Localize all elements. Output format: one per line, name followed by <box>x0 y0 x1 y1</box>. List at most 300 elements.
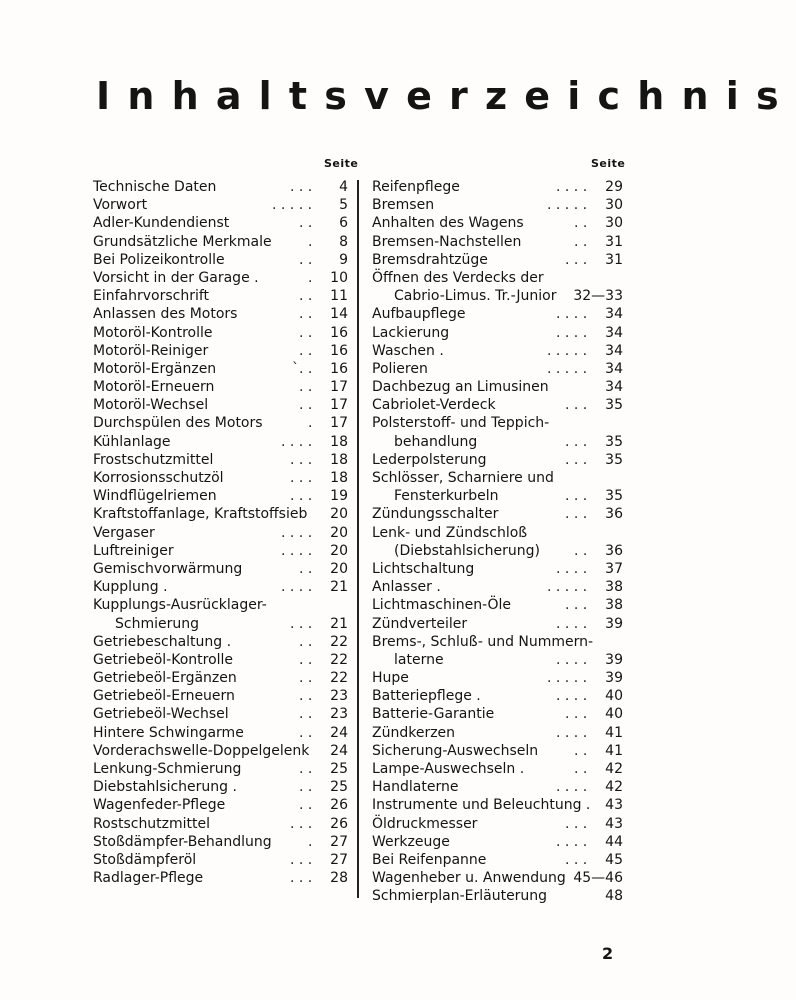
toc-entry-page: 35 <box>605 451 623 468</box>
toc-leader-dots: . . . <box>290 470 313 486</box>
toc-entry <box>93 596 348 614</box>
toc-entry <box>93 633 348 651</box>
toc-entry <box>372 269 623 287</box>
toc-entry <box>93 778 348 796</box>
toc-entry-page: 31 <box>605 251 623 268</box>
toc-entry <box>372 378 623 396</box>
seite-header-left: Seite <box>324 157 359 170</box>
toc-leader-dots: . . . . <box>556 615 588 632</box>
toc-entry <box>372 560 623 578</box>
toc-leader-dots: . . . . <box>556 724 588 741</box>
toc-entry-title: Getriebeöl-Kontrolle <box>93 651 234 668</box>
toc-entry <box>93 851 348 869</box>
toc-entry-title: Rostschutzmittel <box>93 815 211 832</box>
toc-entry-title: Vorderachswelle-Doppelgelenk <box>93 742 310 759</box>
toc-entry-page: 26 <box>330 797 348 814</box>
toc-entry <box>93 433 348 451</box>
toc-entry-title: Lackierung <box>372 324 450 341</box>
toc-entry <box>372 578 623 596</box>
toc-leader-dots: . . . <box>565 397 588 414</box>
toc-leader-dots: . . <box>299 633 313 650</box>
column-divider <box>357 180 359 898</box>
toc-entry-page: 26 <box>330 815 348 832</box>
toc-entry-page: 44 <box>605 833 623 850</box>
toc-entry-title: Technische Daten <box>93 179 217 195</box>
toc-leader-dots: . . . . <box>556 324 588 341</box>
toc-entry-page: 36 <box>605 506 623 523</box>
toc-entry-title: Batteriepflege . <box>372 688 481 705</box>
toc-leader-dots: . . . <box>290 851 313 868</box>
toc-entry <box>93 324 348 342</box>
toc-entry-title: Handlaterne <box>372 779 459 796</box>
toc-entry-title: Vorwort <box>93 197 148 214</box>
toc-entry-title: Vergaser <box>93 524 155 541</box>
toc-leader-dots: . . . <box>565 488 588 505</box>
toc-entry-page: 27 <box>330 833 348 850</box>
toc-entry-title: Grundsätzliche Merkmale <box>93 233 272 250</box>
toc-entry-title: Aufbaupflege <box>372 306 466 323</box>
toc-entry <box>372 451 623 469</box>
toc-entry <box>93 214 348 232</box>
toc-entry-page: 16 <box>330 324 348 341</box>
toc-entry-page: 11 <box>330 288 348 305</box>
toc-entry-page: 45 <box>605 851 623 868</box>
toc-leader-dots: . . . <box>565 706 588 723</box>
toc-leader-dots: . . . . <box>556 688 588 705</box>
toc-entry-page: 34 <box>605 324 623 341</box>
toc-entry <box>372 615 623 633</box>
toc-entry-title: laterne <box>394 651 444 668</box>
toc-entry-page: 28 <box>330 870 348 887</box>
toc-entry <box>93 360 348 378</box>
toc-entry <box>372 815 623 833</box>
toc-leader-dots: . . . . <box>281 524 313 541</box>
toc-entry-page: 42 <box>605 761 623 777</box>
toc-entry-title: Lampe-Auswechseln . <box>372 761 525 777</box>
toc-entry-page: 43 <box>605 815 623 832</box>
toc-entry <box>372 287 623 305</box>
toc-entry-page: 23 <box>330 706 348 723</box>
toc-entry <box>372 178 623 196</box>
toc-entry-title: (Diebstahlsicherung) <box>394 542 540 559</box>
toc-entry-page: 41 <box>605 742 623 759</box>
toc-entry-page: 39 <box>605 651 623 668</box>
toc-entry-title: Stoßdämpferöl <box>93 851 197 868</box>
toc-entry-title: Öffnen des Verdecks der <box>372 269 544 286</box>
toc-entry <box>93 378 348 396</box>
toc-entry-title: Lenkung-Schmierung <box>93 761 242 777</box>
toc-entry <box>93 815 348 833</box>
toc-entry <box>372 796 623 814</box>
toc-entry <box>93 196 348 214</box>
toc-entry <box>372 742 623 760</box>
toc-entry-title: Stoßdämpfer-Behandlung <box>93 833 272 850</box>
toc-entry <box>372 724 623 742</box>
toc-entry-page: 14 <box>330 306 348 323</box>
toc-entry-page: 22 <box>330 651 348 668</box>
toc-leader-dots: . . <box>299 324 313 341</box>
toc-entry <box>372 633 623 651</box>
toc-entry <box>372 505 623 523</box>
toc-entry-page: 27 <box>330 851 348 868</box>
toc-entry-title: Getriebeöl-Erneuern <box>93 688 235 705</box>
toc-leader-dots: . . <box>299 724 313 741</box>
toc-entry-title: Anhalten des Wagens <box>372 215 524 232</box>
toc-leader-dots: . . <box>299 670 313 687</box>
toc-entry-title: Öldruckmesser <box>372 815 478 832</box>
page-title: Inhaltsverzeichnis <box>96 74 796 118</box>
toc-entry-title: Lichtmaschinen-Öle <box>372 597 512 614</box>
toc-entry-page: 34 <box>605 342 623 359</box>
toc-entry-page: 31 <box>605 233 623 250</box>
toc-leader-dots: . . <box>299 215 313 232</box>
toc-entry-page: 17 <box>330 379 348 396</box>
toc-left-column <box>93 178 348 887</box>
toc-entry-page: 35 <box>605 397 623 414</box>
toc-entry <box>372 760 623 778</box>
toc-entry <box>93 724 348 742</box>
toc-leader-dots: . . <box>574 233 588 250</box>
toc-entry-title: Motoröl-Erneuern <box>93 379 215 396</box>
toc-entry <box>93 251 348 269</box>
toc-entry <box>93 487 348 505</box>
toc-entry-title: Kupplung . <box>93 579 168 596</box>
toc-entry <box>93 342 348 360</box>
toc-entry-title: Radlager-Pflege <box>93 870 204 887</box>
toc-entry-page: 17 <box>330 397 348 414</box>
toc-entry <box>93 560 348 578</box>
toc-leader-dots: . . <box>299 306 313 323</box>
toc-leader-dots: . <box>308 415 313 432</box>
toc-entry-title: Wagenfeder-Pflege <box>93 797 226 814</box>
toc-entry-title: Adler-Kundendienst <box>93 215 230 232</box>
toc-entry-page: 20 <box>330 524 348 541</box>
seite-header-right: Seite <box>591 157 626 170</box>
toc-leader-dots: . . . . . <box>547 579 588 596</box>
toc-entry-page: 34 <box>605 360 623 377</box>
toc-entry <box>93 469 348 487</box>
toc-entry-title: Korrosionsschutzöl <box>93 470 224 486</box>
toc-entry-page: 25 <box>330 779 348 796</box>
toc-entry-title: Wagenheber u. Anwendung <box>372 870 566 887</box>
toc-leader-dots: . . <box>574 761 588 777</box>
toc-entry-page: 38 <box>605 597 623 614</box>
toc-leader-dots: . . . . . <box>547 197 588 214</box>
toc-entry-title: Reifenpflege <box>372 179 460 195</box>
toc-entry-page: 34 <box>605 306 623 323</box>
toc-leader-dots: . . . <box>290 815 313 832</box>
toc-entry <box>93 687 348 705</box>
toc-entry-page: 39 <box>605 670 623 687</box>
toc-entry <box>93 287 348 305</box>
toc-entry-page: 10 <box>330 269 348 286</box>
toc-entry <box>372 687 623 705</box>
toc-leader-dots: . . . . . <box>547 360 588 377</box>
toc-entry-title: Brems-, Schluß- und Nummern- <box>372 633 594 650</box>
toc-entry-title: Kühlanlage <box>93 433 171 450</box>
toc-entry-page: 23 <box>330 688 348 705</box>
toc-entry <box>93 869 348 887</box>
toc-leader-dots: . . <box>299 779 313 796</box>
toc-leader-dots: . . <box>299 706 313 723</box>
toc-entry-page: 20 <box>330 542 348 559</box>
toc-entry-title: Hintere Schwingarme <box>93 724 244 741</box>
toc-entry <box>372 778 623 796</box>
toc-entry <box>372 360 623 378</box>
toc-leader-dots: . . <box>299 797 313 814</box>
toc-entry-page: 20 <box>330 560 348 577</box>
toc-entry-title: Lenk- und Zündschloß <box>372 524 528 541</box>
toc-leader-dots: . . <box>299 342 313 359</box>
toc-leader-dots: . . <box>299 651 313 668</box>
toc-entry-page: 21 <box>330 615 348 632</box>
toc-leader-dots: . . . <box>565 506 588 523</box>
toc-entry-page: 5 <box>339 197 348 214</box>
toc-entry <box>372 433 623 451</box>
toc-entry-title: Bremsen <box>372 197 435 214</box>
toc-entry-page: 18 <box>330 433 348 450</box>
toc-entry-title: Sicherung-Auswechseln <box>372 742 539 759</box>
toc-leader-dots: . . . <box>290 870 313 887</box>
toc-entry-page: 24 <box>330 724 348 741</box>
toc-entry-page: 43 <box>605 797 623 814</box>
toc-leader-dots: . <box>308 833 313 850</box>
toc-entry-title: Schmierung <box>115 615 199 632</box>
toc-leader-dots: . . . <box>290 451 313 468</box>
toc-entry-page: 38 <box>605 579 623 596</box>
toc-entry-page: 45—46 <box>573 870 623 887</box>
toc-entry <box>372 705 623 723</box>
toc-entry <box>93 760 348 778</box>
toc-entry-title: Waschen . <box>372 342 444 359</box>
toc-leader-dots: . . . <box>565 451 588 468</box>
toc-entry-title: Dachbezug an Limusinen <box>372 379 549 396</box>
toc-entry <box>93 615 348 633</box>
toc-entry <box>93 651 348 669</box>
toc-entry-page: 9 <box>339 251 348 268</box>
toc-entry <box>93 833 348 851</box>
toc-entry-title: Schmierplan-Erläuterung <box>372 888 548 905</box>
toc-leader-dots: . . . . . <box>272 197 313 214</box>
toc-entry-title: Bremsdrahtzüge <box>372 251 488 268</box>
toc-leader-dots: . . . <box>565 597 588 614</box>
toc-leader-dots: . . . . <box>556 779 588 796</box>
toc-entry-page: 32—33 <box>573 288 623 305</box>
toc-entry-title: Anlassen des Motors <box>93 306 238 323</box>
toc-entry <box>372 214 623 232</box>
toc-entry-page: 22 <box>330 670 348 687</box>
toc-entry-title: Zündverteiler <box>372 615 468 632</box>
toc-leader-dots: . <box>308 269 313 286</box>
toc-entry-page: 41 <box>605 724 623 741</box>
toc-entry-title: Motoröl-Kontrolle <box>93 324 213 341</box>
toc-leader-dots: . . . <box>565 851 588 868</box>
toc-leader-dots: . . <box>299 379 313 396</box>
toc-entry-page: 42 <box>605 779 623 796</box>
toc-leader-dots: . . . <box>290 179 313 195</box>
toc-entry <box>372 833 623 851</box>
toc-leader-dots: . . . <box>565 251 588 268</box>
toc-entry <box>372 305 623 323</box>
toc-leader-dots: `. . <box>292 360 313 377</box>
toc-entry-title: Anlasser . <box>372 579 441 596</box>
toc-entry <box>93 233 348 251</box>
toc-entry-page: 48 <box>605 888 623 905</box>
toc-entry-title: Instrumente und Beleuchtung . <box>372 797 591 814</box>
toc-leader-dots: . . . . <box>281 542 313 559</box>
toc-entry-page: 18 <box>330 470 348 486</box>
toc-entry-title: Lichtschaltung <box>372 560 475 577</box>
toc-entry-page: 4 <box>339 179 348 195</box>
toc-entry-page: 37 <box>605 560 623 577</box>
toc-entry <box>372 342 623 360</box>
toc-entry <box>372 196 623 214</box>
toc-entry <box>372 651 623 669</box>
toc-entry <box>93 396 348 414</box>
toc-leader-dots: . . <box>299 560 313 577</box>
toc-entry <box>372 414 623 432</box>
toc-entry-title: Durchspülen des Motors <box>93 415 263 432</box>
toc-entry-page: 35 <box>605 433 623 450</box>
toc-entry-title: Einfahrvorschrift <box>93 288 210 305</box>
toc-entry-title: Kupplungs-Ausrücklager- <box>93 597 267 614</box>
toc-entry-title: Getriebeschaltung . <box>93 633 232 650</box>
toc-entry-page: 35 <box>605 488 623 505</box>
toc-leader-dots: . . <box>299 761 313 777</box>
toc-leader-dots: . . <box>299 251 313 268</box>
toc-leader-dots: . . . . <box>556 651 588 668</box>
toc-leader-dots: . . <box>299 688 313 705</box>
toc-entry-page: 17 <box>330 415 348 432</box>
toc-entry <box>93 742 348 760</box>
toc-leader-dots: . . <box>299 288 313 305</box>
toc-entry-page: 18 <box>330 451 348 468</box>
toc-entry <box>93 524 348 542</box>
toc-entry <box>372 469 623 487</box>
toc-entry-page: 8 <box>339 233 348 250</box>
toc-entry-page: 16 <box>330 360 348 377</box>
toc-entry <box>93 705 348 723</box>
toc-leader-dots: . . <box>299 397 313 414</box>
toc-entry <box>372 251 623 269</box>
toc-entry-page: 16 <box>330 342 348 359</box>
toc-entry-title: behandlung <box>394 433 478 450</box>
toc-entry-title: Lederpolsterung <box>372 451 487 468</box>
toc-leader-dots: . . . <box>290 488 313 505</box>
toc-entry-page: 19 <box>330 488 348 505</box>
toc-entry <box>372 487 623 505</box>
toc-entry-page: 25 <box>330 761 348 777</box>
toc-entry <box>372 887 623 905</box>
toc-entry <box>93 178 348 196</box>
toc-entry <box>372 524 623 542</box>
toc-entry <box>372 851 623 869</box>
toc-leader-dots: . . . <box>290 615 313 632</box>
toc-entry-page: 34 <box>605 379 623 396</box>
toc-entry-page: 6 <box>339 215 348 232</box>
toc-entry-title: Hupe <box>372 670 409 687</box>
toc-entry-title: Motoröl-Reiniger <box>93 342 209 359</box>
toc-entry-title: Zündkerzen <box>372 724 456 741</box>
toc-entry-title: Getriebeöl-Wechsel <box>93 706 229 723</box>
page-number: 2 <box>602 944 614 963</box>
toc-leader-dots: . . . <box>565 815 588 832</box>
toc-entry-page: 36 <box>605 542 623 559</box>
toc-entry-page: 40 <box>605 688 623 705</box>
toc-entry <box>93 451 348 469</box>
toc-entry <box>93 414 348 432</box>
toc-entry-title: Windflügelriemen <box>93 488 217 505</box>
toc-leader-dots: . . . . <box>556 306 588 323</box>
toc-entry <box>93 542 348 560</box>
toc-entry-title: Kraftstoffanlage, Kraftstoffsieb <box>93 506 308 523</box>
toc-leader-dots: . <box>308 233 313 250</box>
toc-entry-title: Fensterkurbeln <box>394 488 499 505</box>
toc-leader-dots: . . . . <box>556 179 588 195</box>
toc-entry-page: 39 <box>605 615 623 632</box>
toc-entry-title: Luftreiniger <box>93 542 174 559</box>
toc-leader-dots: . . . . <box>281 579 313 596</box>
toc-entry <box>372 669 623 687</box>
toc-entry <box>372 233 623 251</box>
toc-entry <box>93 578 348 596</box>
toc-entry <box>93 269 348 287</box>
toc-entry-title: Cabriolet-Verdeck <box>372 397 496 414</box>
toc-entry <box>93 669 348 687</box>
toc-leader-dots: . . <box>574 742 588 759</box>
toc-leader-dots: . . . . . <box>547 342 588 359</box>
toc-entry-title: Schlösser, Scharniere und <box>372 470 554 486</box>
toc-entry-title: Bei Reifenpanne <box>372 851 487 868</box>
toc-entry-title: Cabrio-Limus. Tr.-Junior <box>394 288 557 305</box>
toc-entry-page: 24 <box>330 742 348 759</box>
toc-entry-title: Vorsicht in der Garage . <box>93 269 259 286</box>
toc-entry-title: Bei Polizeikontrolle <box>93 251 225 268</box>
toc-entry-page: 22 <box>330 633 348 650</box>
toc-leader-dots: . . <box>574 215 588 232</box>
toc-leader-dots: . . . <box>565 433 588 450</box>
toc-entry-title: Batterie-Garantie <box>372 706 495 723</box>
toc-entry-title: Getriebeöl-Ergänzen <box>93 670 237 687</box>
toc-entry <box>372 542 623 560</box>
toc-entry-page: 20 <box>330 506 348 523</box>
toc-entry <box>93 305 348 323</box>
toc-entry-page: 30 <box>605 215 623 232</box>
toc-entry-title: Motoröl-Ergänzen <box>93 360 217 377</box>
toc-entry-title: Motoröl-Wechsel <box>93 397 209 414</box>
toc-entry <box>93 796 348 814</box>
toc-entry-title: Gemischvorwärmung <box>93 560 243 577</box>
toc-entry <box>372 324 623 342</box>
toc-entry-title: Polieren <box>372 360 428 377</box>
toc-entry-page: 29 <box>605 179 623 195</box>
toc-leader-dots: . . <box>574 542 588 559</box>
toc-entry-title: Zündungsschalter <box>372 506 499 523</box>
toc-entry-title: Frostschutzmittel <box>93 451 214 468</box>
toc-leader-dots: . . . . <box>556 833 588 850</box>
toc-entry-title: Polsterstoff- und Teppich- <box>372 415 550 432</box>
toc-entry <box>93 505 348 523</box>
toc-entry <box>372 596 623 614</box>
toc-entry-title: Werkzeuge <box>372 833 450 850</box>
toc-leader-dots: . . . . <box>556 560 588 577</box>
toc-entry <box>372 869 623 887</box>
toc-leader-dots: . . . . . <box>547 670 588 687</box>
toc-entry-title: Diebstahlsicherung . <box>93 779 237 796</box>
toc-entry-page: 21 <box>330 579 348 596</box>
toc-entry-title: Bremsen-Nachstellen <box>372 233 522 250</box>
toc-entry-page: 40 <box>605 706 623 723</box>
